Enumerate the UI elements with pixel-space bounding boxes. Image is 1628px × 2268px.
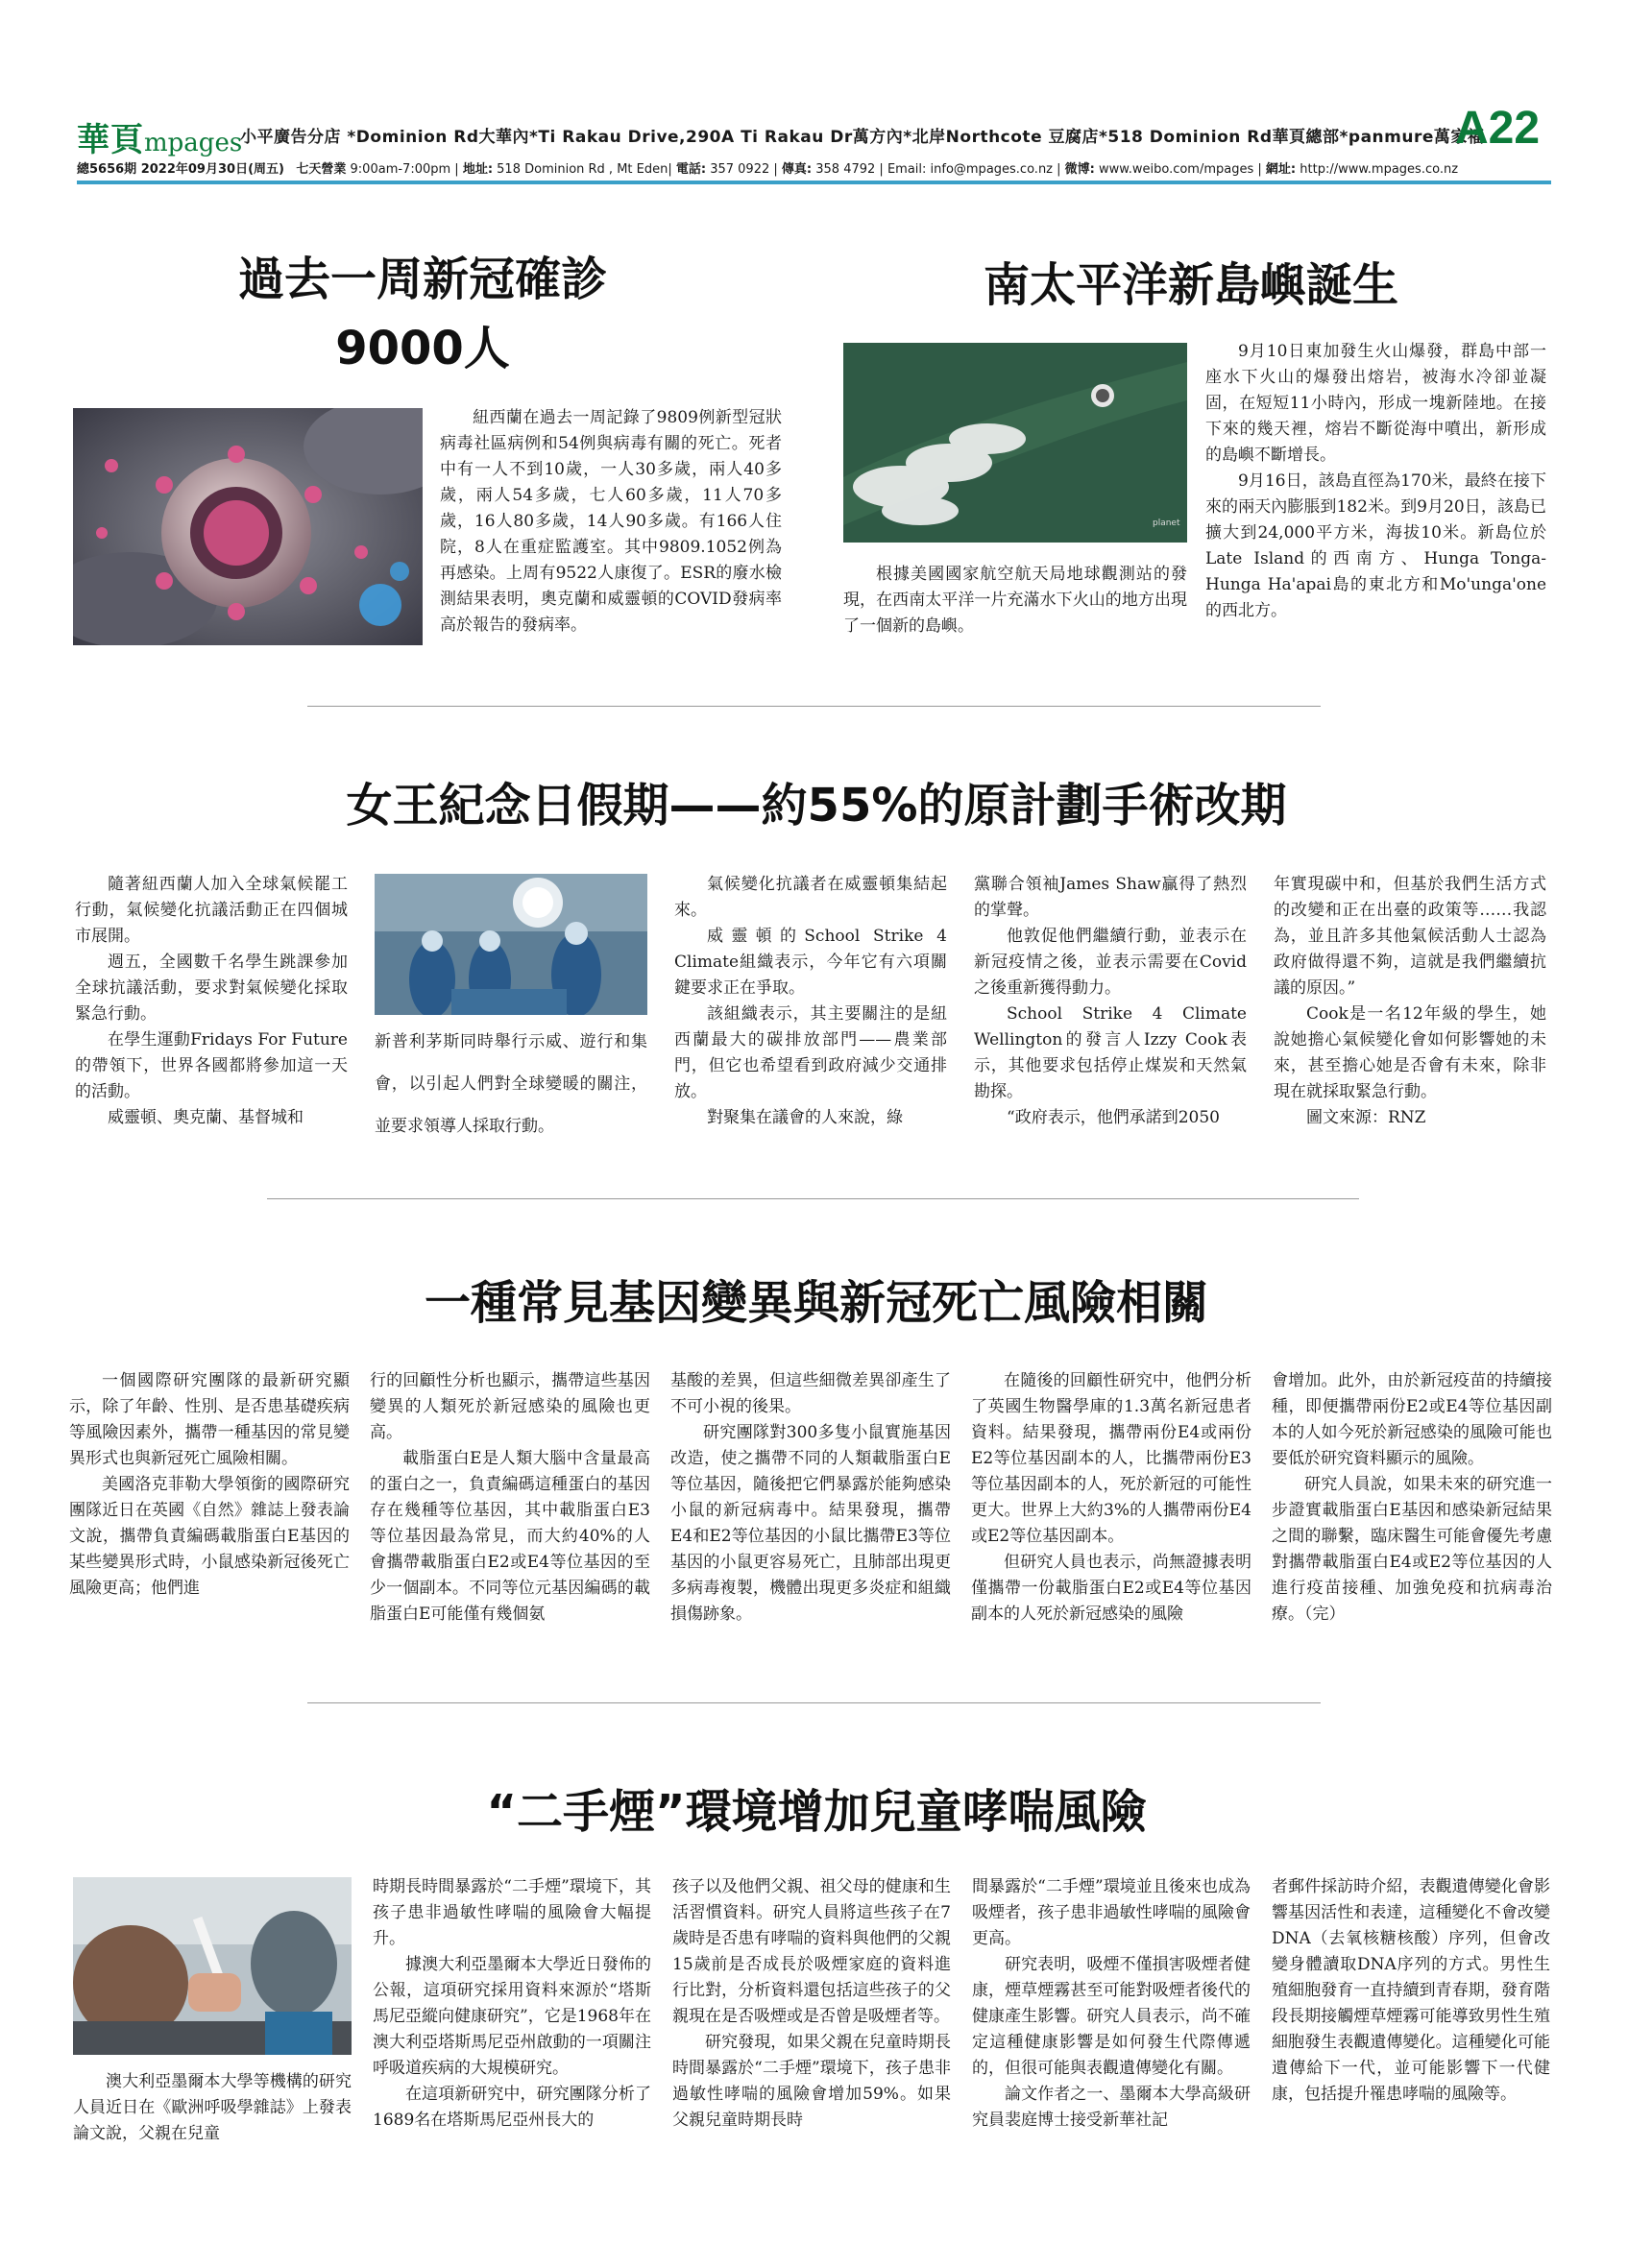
article2-paragraph: 9月16日，該島直徑為170米，最終在接下來的兩天內膨脹到182米。到9月20日，該島已擴大到24,000平方米，海拔10米。新島位於Late Island的西南方、Hunga Tonga-Hunga Ha'apai島的東北方和Mo'unga'one的西北方。	[1205, 471, 1546, 620]
phone-label: 電話:	[675, 162, 707, 177]
planet-watermark: planet	[1153, 519, 1180, 528]
article1-title-line1: 過去一周新冠確診	[237, 253, 607, 306]
article2-title: 南太平洋新島嶼誕生	[983, 258, 1398, 312]
article2-caption: 根據美國國家航空航天局地球觀測站的發現，在西南太平洋一片充滿水下火山的地方出現了一個新的島嶼。	[843, 565, 1187, 636]
fax-label: 傳真:	[781, 162, 813, 177]
article1-title	[144, 245, 701, 383]
article3-col1: 隨著紐西蘭人加入全球氣候罷工行動，氣候變化抗議活動正在四個城市展開。 週五，全國數千名學生跳課參加全球抗議活動，要求對氣候變化採取緊急行動。 在學生運動Fridays For Future的帶領下，世界各國都將參加這一天的活動。 威靈頓、奧克蘭、基督城和	[75, 875, 348, 1127]
website: http://www.mpages.co.nz	[1300, 162, 1459, 177]
hours-label: 七天營業	[296, 162, 347, 177]
issue-info-line: 總5656期 2022年09月30日(周五) 七天營業 9:00am-7:00pm | 地址: 518 Dominion Rd , Mt Eden| 電話: 357 0922 | 傳真: 358 4792 | Email: info@mpages.co.nz | 微博: www.weibo.com/mpages | 網址: http://www.mpages.co.nz	[77, 162, 1459, 177]
section-divider	[307, 1702, 1321, 1703]
article4-col1: 一個國際研究團隊的最新研究顯示，除了年齡、性別、是否患基礎疾病等風險因素外，攜帶一種基因的常見變異形式也與新冠死亡風險相關。 美國洛克菲勒大學領銜的國際研究團隊近日在英國《自然》雜誌上發表論文說，攜帶負責編碼載脂蛋白E基因的某些變異形式時，小鼠感染新冠後死亡風險更高；他們進	[69, 1371, 350, 1598]
section-divider	[307, 706, 1321, 707]
article4-title: 一種常見基因變異與新冠死亡風險相關	[424, 1276, 1208, 1330]
header-rule	[77, 181, 1551, 184]
email: Email: info@mpages.co.nz	[887, 162, 1054, 177]
hours: 9:00am-7:00pm	[350, 162, 451, 177]
article2-paragraph: 9月10日東加發生火山爆發，群島中部一座水下火山的爆發出熔岩，被海水冷卻並凝固，在短短11小時內，形成一塊新陸地。在接下來的幾天裡，熔岩不斷從海中噴出，新形成的島嶼不斷增長。	[1205, 342, 1546, 465]
article4-col3: 基酸的差異，但這些細微差異卻產生了不可小視的後果。 研究團隊對300多隻小鼠實施基因改造，使之攜帶不同的人類載脂蛋白E等位基因，隨後把它們暴露於能夠感染小鼠的新冠病毒中。結果發現，攜帶E4和E2等位基因的小鼠比攜帶E3等位基因的小鼠更容易死亡，且肺部出現更多病毒複製，機體出現更多炎症和組織損傷跡象。	[670, 1371, 951, 1624]
article5-col4: 間暴露於“二手煙”環境並且後來也成為吸煙者，孩子患非過敏性哮喘的風險會更高。 研究表明，吸煙不僅損害吸煙者健康，煙草煙霧甚至可能對吸煙者後代的健康產生影響。研究人員表示，尚不確定這種健康影響是如何發生代際傳遞的，但很可能與表觀遺傳變化有關。 論文作者之一、墨爾本大學高級研究員裴庭博士接受新華社記	[972, 1877, 1251, 2130]
surgery-photo	[375, 874, 647, 1015]
article3-col4: 黨聯合領袖James Shaw贏得了熱烈的掌聲。 他敦促他們繼續行動，並表示在新冠疫情之後，並表示需要在Covid之後重新獲得動力。 School Strike 4 Climate Wellington的發言人Izzy Cook表示，其他要求包括停止煤炭和天然氣勘探。 “政府表示，他們承諾到2050	[974, 875, 1247, 1127]
island-satellite-image	[843, 343, 1187, 543]
section-divider	[267, 1198, 1359, 1199]
article5-col2: 時期長時間暴露於“二手煙”環境下，其孩子患非過敏性哮喘的風險會大幅提升。 據澳大利亞墨爾本大學近日發佈的公報，這項研究採用資料來源於“塔斯馬尼亞縱向健康研究”，它是1968年在澳大利亞塔斯馬尼亞州啟動的一項關注呼吸道疾病的大規模研究。 在這項新研究中，研究團隊分析了1689名在塔斯馬尼亞州長大的	[373, 1877, 651, 2130]
island-satellite-photo	[843, 343, 1187, 543]
article3-title: 女王紀念日假期——約55%的原計劃手術改期	[346, 779, 1287, 832]
fax: 358 4792	[815, 162, 876, 177]
address: 518 Dominion Rd , Mt Eden	[497, 162, 668, 177]
article5-col5: 者郵件採訪時介紹，表觀遺傳變化會影響基因活性和表達，這種變化不會改變DNA（去氧核糖核酸）序列，但會改變身體讀取DNA序列的方式。男性生殖細胞發育一直持續到青春期，發育階段長期接觸煙草煙霧可能導致男性生殖細胞發生表觀遺傳變化。這種變化可能遺傳給下一代，並可能影響下一代健康，包括提升罹患哮喘的風險等。	[1272, 1877, 1550, 2104]
smoking-photo	[73, 1877, 352, 2055]
article5-col3: 孩子以及他們父親、祖父母的健康和生活習慣資料。研究人員將這些孩子在7歲時是否患有哮喘的資料與他們的父親15歲前是否成長於吸煙家庭的資料進行比對，分析資料還包括這些孩子的父親現在是否吸煙或是否曾是吸煙者等。 研究發現，如果父親在兒童時期長時間暴露於“二手煙”環境下，孩子患非過敏性哮喘的風險會增加59%。如果父親兒童時期長時	[672, 1877, 951, 2130]
virus-image	[73, 408, 423, 645]
weibo-label: 微博:	[1064, 162, 1095, 177]
weibo: www.weibo.com/mpages	[1099, 162, 1254, 177]
article3-col2: 新普利茅斯同時舉行示威、遊行和集會，以引起人們對全球變暖的關注，並要求領導人採取行動。	[375, 1032, 647, 1136]
web-label: 網址:	[1265, 162, 1297, 177]
article4-col4: 在隨後的回顧性研究中，他們分析了英國生物醫學庫的1.3萬名新冠患者資料。結果發現，攜帶兩份E4或兩份E2等位基因副本的人，比攜帶兩份E3等位基因副本的人，死於新冠的可能性更大。世界上大約3%的人攜帶兩份E4或E2等位基因副本。 但研究人員也表示，尚無證據表明僅攜帶一份載脂蛋白E2或E4等位基因副本的人死於新冠感染的風險	[971, 1371, 1251, 1624]
virus-illustration	[73, 408, 423, 645]
article5-title: “二手煙”環境增加兒童哮喘風險	[486, 1785, 1147, 1839]
branch-list: 小平廣告分店 *Dominion Rd大華內*Ti Rakau Drive,290A Ti Rakau Dr萬方內*北岸Northcote 豆腐店*518 Dominion Rd華頁總部*panmure萬家福	[240, 128, 1485, 147]
issue-number: 總5656期 2022年09月30日(周五)	[77, 162, 284, 177]
article5-col1: 澳大利亞墨爾本大學等機構的研究人員近日在《歐洲呼吸學雜誌》上發表論文說，父親在兒童	[73, 2072, 352, 2143]
article1-title-line2: 9000人	[335, 322, 510, 375]
article2-body	[1205, 339, 1546, 624]
address-label: 地址:	[462, 162, 494, 177]
logo-english: mpages	[144, 129, 243, 157]
masthead-logo	[77, 113, 242, 160]
article1-body: 紐西蘭在過去一周記錄了9809例新型冠狀病毒社區病例和54例與病毒有關的死亡。死者中有一人不到10歲，一人30多歲，兩人40多歲，兩人54多歲，七人60多歲，11人70多歲，16人80多歲，14人90多歲。有166人住院，8人在重症監護室。其中9809.1052例為再感染。上周有9522人康復了。ESR的廢水檢測結果表明，奧克蘭和威靈頓的COVID發病率高於報告的發病率。	[440, 408, 782, 635]
page-number: A22	[1455, 103, 1541, 154]
surgery-image	[375, 874, 647, 1015]
logo-chinese: 華頁	[77, 121, 144, 159]
article4-col5: 會增加。此外，由於新冠疫苗的持續接種，即便攜帶兩份E2或E4等位基因副本的人如今死於新冠感染的風險可能也要低於研究資料顯示的風險。 研究人員說，如果未來的研究進一步證實載脂蛋白E基因和感染新冠結果之間的聯繫，臨床醫生可能會優先考慮對攜帶載脂蛋白E4或E2等位基因的人進行疫苗接種、加強免疫和抗病毒治療。（完）	[1272, 1371, 1552, 1624]
article3-col3: 氣候變化抗議者在威靈頓集結起來。 威靈頓的School Strike 4 Climate組織表示，今年它有六項關鍵要求正在爭取。 該組織表示，其主要關注的是紐西蘭最大的碳排放部門——農業部門，但它也希望看到政府減少交通排放。 對聚集在議會的人來說，綠	[674, 875, 947, 1127]
article4-col2: 行的回顧性分析也顯示，攜帶這些基因變異的人類死於新冠感染的風險也更高。 載脂蛋白E是人類大腦中含量最高的蛋白之一，負責編碼這種蛋白的基因存在幾種等位基因，其中載脂蛋白E3等位基因最為常見，而大約40%的人會攜帶載脂蛋白E2或E4等位基因的至少一個副本。不同等位元基因編碼的載脂蛋白E可能僅有幾個氨	[370, 1371, 650, 1624]
smoking-image	[73, 1877, 352, 2055]
article3-col5: 年實現碳中和，但基於我們生活方式的改變和正在出臺的政策等……我認為，並且許多其他氣候活動人士認為政府做得還不夠，這就是我們繼續抗議的原因。” Cook是一名12年級的學生，她說她擔心氣候變化會如何影響她的未來，甚至擔心她是否會有未來，除非現在就採取緊急行動。 圖文來源：RNZ	[1274, 875, 1546, 1127]
phone: 357 0922	[710, 162, 770, 177]
